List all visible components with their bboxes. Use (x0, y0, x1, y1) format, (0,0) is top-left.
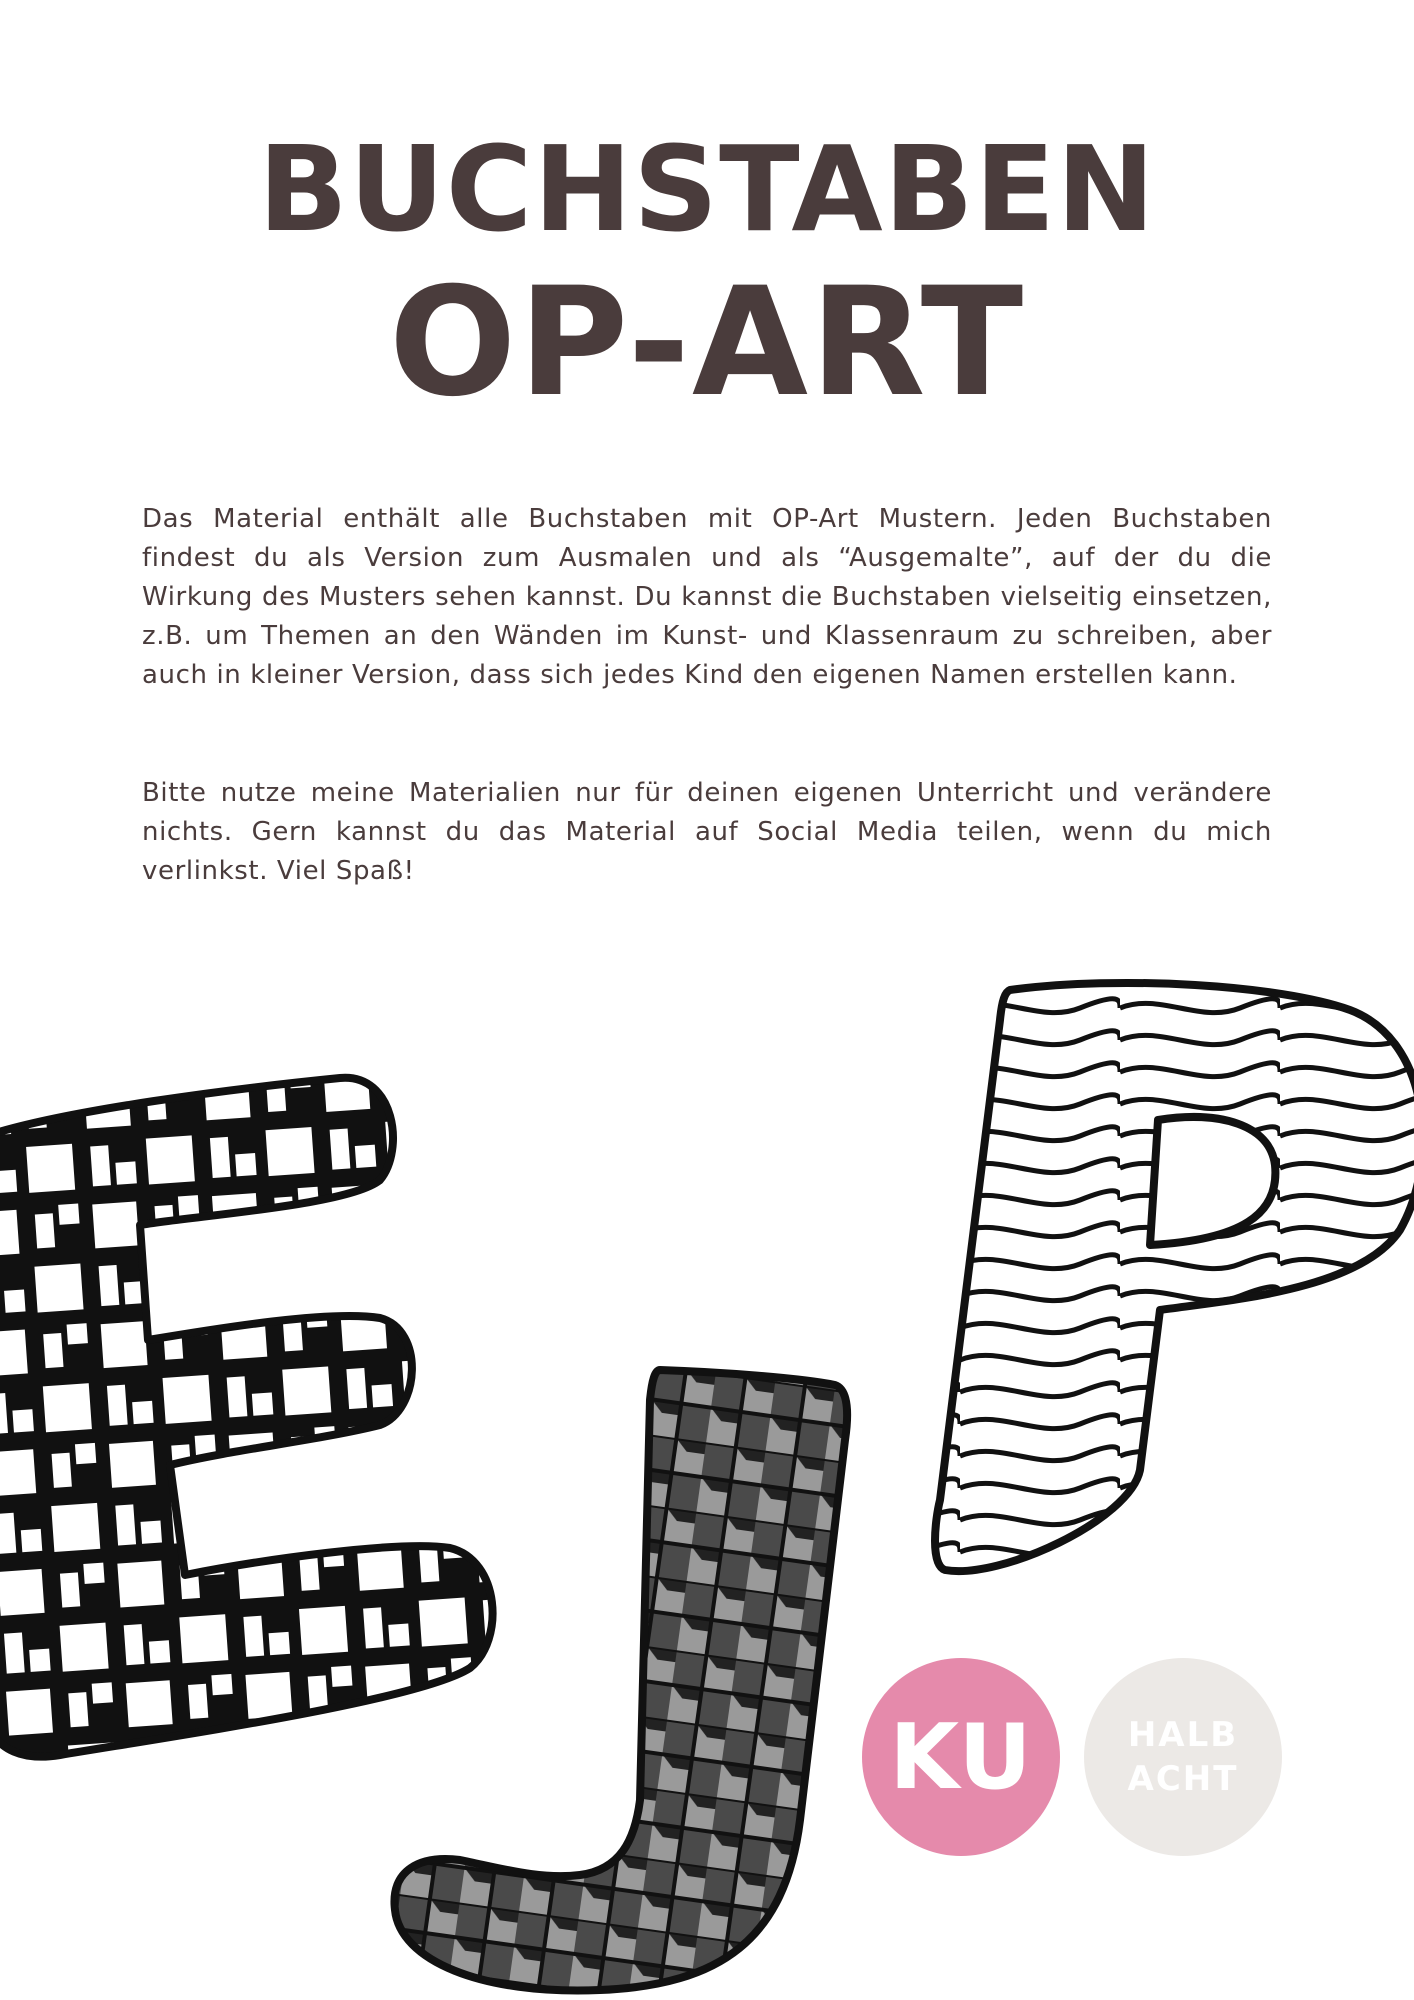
intro-paragraph: Das Material enthält alle Buchstaben mit OP-Art Mustern. Jeden Buchstaben findest du als Version zum Ausmalen und als “Ausgemalte”, auf der du die Wirkung des Musters sehen kannst. Du kannst die Buchstaben vielseitig einsetzen, z.B. um Themen an den Wänden im Kunst- und Klassenraum zu schreiben, aber auch in kleiner Version, dass sich jedes Kind den eigenen Namen erstellen kann. (142, 504, 1272, 690)
title-line-1: BUCHSTABEN (257, 120, 1157, 258)
letter-p-graphic (935, 983, 1414, 1571)
halbacht-logo-line-1: HALB (1127, 1715, 1239, 1755)
title-line-2: OP-ART (388, 256, 1026, 430)
halbacht-logo-line-2: ACHT (1127, 1759, 1239, 1799)
halbacht-logo-badge (1084, 1658, 1282, 1856)
letter-j-graphic (394, 1370, 847, 1990)
ku-logo-badge (862, 1658, 1060, 1856)
letter-e-graphic (0, 1078, 493, 1757)
usage-paragraph: Bitte nutze meine Materialien nur für deinen eigenen Unterricht und verändere nichts. Gern kannst du das Material auf Social Media teilen, wenn du mich verlinkst. Viel Spaß! (142, 778, 1272, 886)
ku-logo-text: KU (889, 1704, 1033, 1810)
